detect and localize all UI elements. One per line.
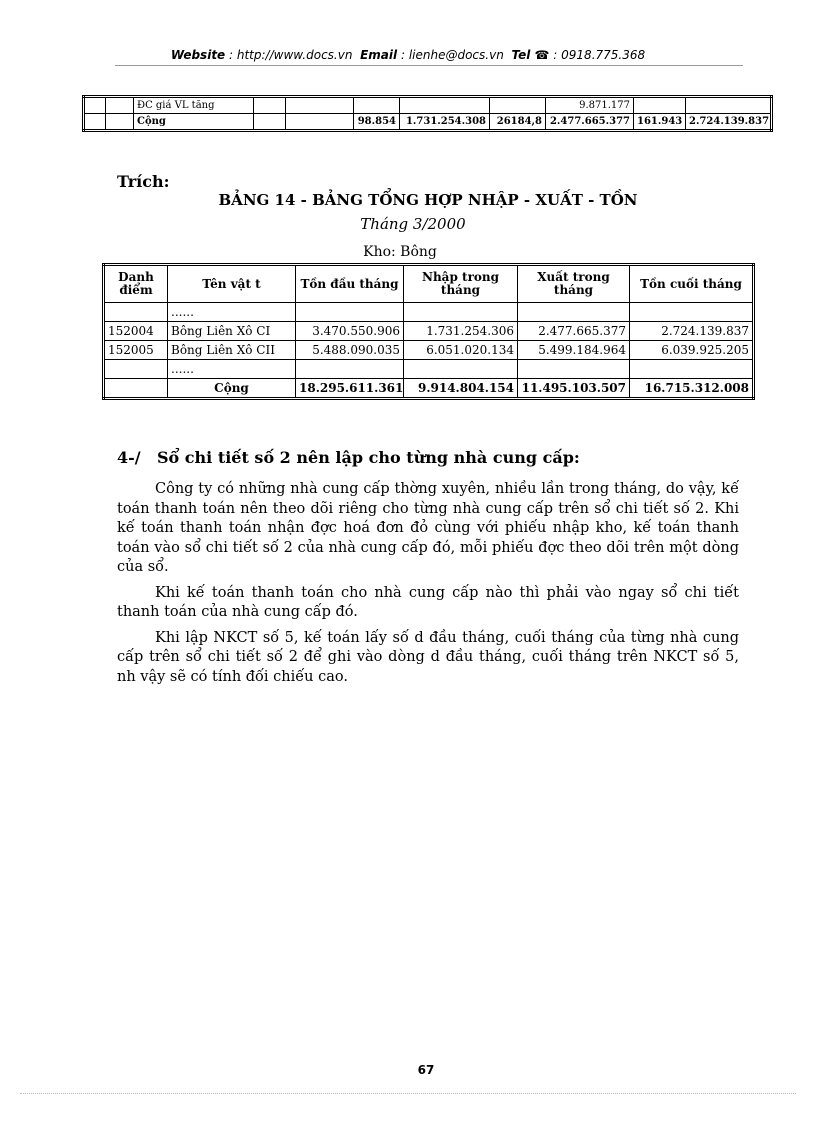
closing-balance: 2.724.139.837 [630, 322, 754, 341]
table-row [84, 97, 772, 114]
opening-balance: 3.470.550.906 [296, 322, 404, 341]
material-code: 152004 [104, 322, 168, 341]
extract-label: Trích: [117, 172, 170, 191]
warehouse-label: Kho: Bông [363, 244, 437, 260]
page-number: 67 [417, 1063, 435, 1077]
table-row [104, 322, 754, 341]
continued-table [82, 95, 773, 132]
paragraph: Công ty có những nhà cung cấp thờng xuyên, nhiều lần trong tháng, do vậy, kế toán thanh toán nên theo dõi riêng cho từng nhà cung cấp trên sổ chi tiết số 2. Khi kế toán thanh toán nhận đợc hoá đơn đỏ cùng với phiếu nhập kho, kế toán thanh toán vào sổ chi tiết số 2 của nhà cung cấp đó, mỗi phiếu đợc theo dõi trên một dòng của sổ. [117, 481, 739, 575]
outbound-value: 2.477.665.377 [518, 322, 630, 341]
total-label: Cộng [168, 379, 296, 399]
column-header: Danh điểm [104, 265, 168, 303]
website-value: : http://www.docs.vn [229, 48, 353, 62]
material-name: ...... [168, 360, 296, 379]
inbound-value: 1.731.254.306 [404, 322, 518, 341]
column-header: Tên vật t [168, 265, 296, 303]
email-label: Email [360, 48, 398, 62]
header-divider [115, 65, 743, 66]
column-header: Tồn đầu tháng [296, 265, 404, 303]
table-subtitle: Tháng 3/2000 [360, 215, 466, 233]
table-row [84, 114, 772, 131]
cell-value: 1.731.254.308 [400, 114, 490, 131]
inbound-value: 6.051.020.134 [404, 341, 518, 360]
row-label: Cộng [134, 114, 254, 131]
opening-balance: 5.488.090.035 [296, 341, 404, 360]
material-name: Bông Liên Xô CI [168, 322, 296, 341]
material-name: ...... [168, 303, 296, 322]
email-value: : lienhe@docs.vn [400, 48, 504, 62]
row-label: ĐC giá VL tăng [134, 97, 254, 114]
material-code: 152005 [104, 341, 168, 360]
table-title: BẢNG 14 - BẢNG TỔNG HỢP NHẬP - XUẤT - TỒN [218, 191, 638, 209]
table-row [104, 303, 754, 322]
cell-value: 2.724.139.837 [686, 114, 772, 131]
section-heading [117, 448, 580, 467]
closing-balance: 6.039.925.205 [630, 341, 754, 360]
cell-value: 161.943 [634, 114, 686, 131]
cell-value: 9.871.177 [546, 97, 634, 114]
footer-divider [20, 1093, 796, 1094]
cell-value: 98.854 [354, 114, 400, 131]
material-name: Bông Liên Xô CII [168, 341, 296, 360]
website-label: Website [170, 48, 226, 62]
column-header: Tồn cuối tháng [630, 265, 754, 303]
section-body [117, 480, 739, 693]
table-row [104, 341, 754, 360]
cell-value: 26184,8 [490, 114, 546, 131]
section-number: 4-/ [117, 448, 141, 467]
paragraph: Khi kế toán thanh toán cho nhà cung cấp nào thì phải vào ngay sổ chi tiết thanh toán của nhà cung cấp đó. [117, 584, 739, 620]
paragraph: Khi lập NKCT số 5, kế toán lấy số d đầu tháng, cuối tháng của từng nhà cung cấp trên sổ chi tiết số 2 để ghi vào dòng d đầu tháng, cuối tháng trên NKCT số 5, nh vậy sẽ có tính đối chiếu cao. [117, 629, 739, 685]
section-title: Sổ chi tiết số 2 nên lập cho từng nhà cung cấp: [157, 448, 580, 467]
total-row [104, 379, 754, 399]
total-closing: 16.715.312.008 [630, 379, 754, 399]
total-inbound: 9.914.804.154 [404, 379, 518, 399]
column-header: Nhập trong tháng [404, 265, 518, 303]
summary-table [102, 263, 755, 400]
cell-value: 2.477.665.377 [546, 114, 634, 131]
outbound-value: 5.499.184.964 [518, 341, 630, 360]
tel-value: : 0918.775.368 [553, 48, 646, 62]
table-row [104, 360, 754, 379]
table-header-row [104, 265, 754, 303]
total-opening: 18.295.611.361 [296, 379, 404, 399]
total-outbound: 11.495.103.507 [518, 379, 630, 399]
page-header [0, 48, 816, 62]
tel-label: Tel ☎ [511, 48, 550, 62]
column-header: Xuất trong tháng [518, 265, 630, 303]
